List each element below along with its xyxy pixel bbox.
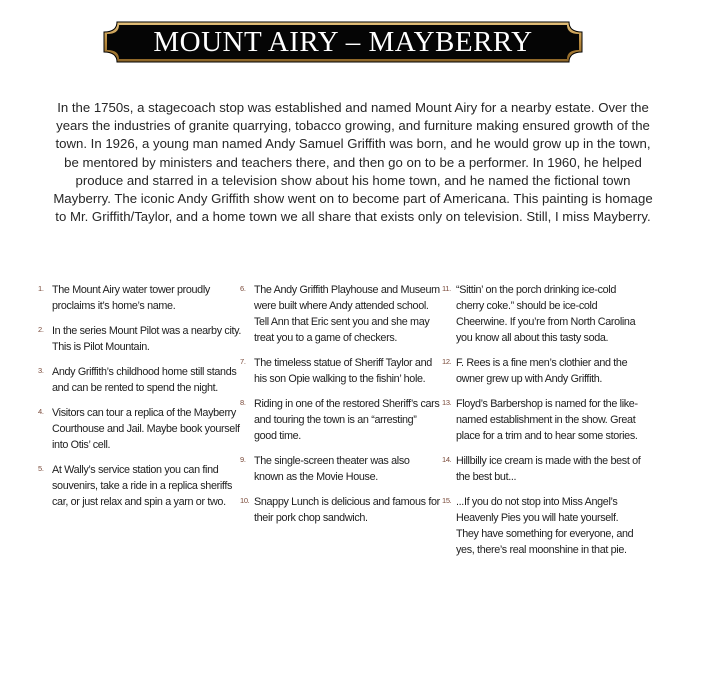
item-number: 6. bbox=[240, 284, 246, 293]
item-text: The timeless statue of Sheriff Taylor and his son Opie walking to the fishin’ hole. bbox=[254, 357, 432, 385]
item-number: 3. bbox=[38, 366, 44, 375]
item-number: 10. bbox=[240, 496, 250, 505]
list-item bbox=[38, 282, 243, 314]
list-item bbox=[240, 355, 440, 387]
item-text: “Sittin’ on the porch drinking ice-cold cherry coke.” should be ice-cold Cheerwine. If you’re from North Carolina you know all about this tasty soda. bbox=[456, 284, 636, 344]
item-text: Snappy Lunch is delicious and famous for their pork chop sandwich. bbox=[254, 496, 440, 524]
list-column-2 bbox=[240, 282, 440, 535]
item-number: 12. bbox=[442, 357, 452, 366]
item-number: 15. bbox=[442, 496, 452, 505]
list-item bbox=[38, 405, 243, 453]
item-text: Hillbilly ice cream is made with the best of the best but... bbox=[456, 455, 641, 483]
item-number: 14. bbox=[442, 455, 452, 464]
item-text: Floyd’s Barbershop is named for the like-named establishment in the show. Great place for a trim and to hear some stories. bbox=[456, 398, 638, 442]
list-item bbox=[38, 364, 243, 396]
item-text: In the series Mount Pilot was a nearby city. This is Pilot Mountain. bbox=[52, 325, 242, 353]
item-number: 11. bbox=[442, 284, 451, 293]
item-text: Andy Griffith’s childhood home still stands and can be rented to spend the night. bbox=[52, 366, 237, 394]
item-text: At Wally’s service station you can find souvenirs, take a ride in a replica sheriffs car, or just relax and spin a yarn or two. bbox=[52, 464, 233, 508]
item-text: The Mount Airy water tower proudly proclaims it’s home’s name. bbox=[52, 284, 210, 312]
item-text: The Andy Griffith Playhouse and Museum were built where Andy attended school. Tell Ann that Eric sent you and she may treat you to a game of checkers. bbox=[254, 284, 440, 344]
list-item bbox=[442, 453, 642, 485]
item-number: 5. bbox=[38, 464, 44, 473]
item-number: 1. bbox=[38, 284, 44, 293]
item-text: Riding in one of the restored Sheriff’s cars and touring the town is an “arresting” good time. bbox=[254, 398, 440, 442]
page-title: MOUNT AIRY – MAYBERRY bbox=[153, 26, 533, 58]
item-number: 13. bbox=[442, 398, 452, 407]
list-column-3 bbox=[442, 282, 642, 567]
item-number: 8. bbox=[240, 398, 246, 407]
item-number: 2. bbox=[38, 325, 44, 334]
item-text: F. Rees is a fine men’s clothier and the owner grew up with Andy Griffith. bbox=[456, 357, 628, 385]
list-item bbox=[442, 282, 642, 346]
item-number: 4. bbox=[38, 407, 44, 416]
item-text: The single-screen theater was also known as the Movie House. bbox=[254, 455, 410, 483]
list-item bbox=[240, 494, 440, 526]
item-number: 7. bbox=[240, 357, 246, 366]
list-item bbox=[38, 323, 243, 355]
item-text: Visitors can tour a replica of the Mayberry Courthouse and Jail. Maybe book yourself into Otis’ cell. bbox=[52, 407, 240, 451]
list-column-1 bbox=[38, 282, 243, 519]
list-item bbox=[442, 396, 642, 444]
item-text: ...If you do not stop into Miss Angel’s Heavenly Pies you will hate yourself. They have something for everyone, and yes, there’s real moonshine in that pie. bbox=[456, 496, 634, 556]
list-item bbox=[240, 453, 440, 485]
list-item bbox=[442, 494, 642, 558]
list-item bbox=[442, 355, 642, 387]
intro-paragraph: In the 1750s, a stagecoach stop was established and named Mount Airy for a nearby estate. Over the years the industries of granite quarrying, tobacco growing, and furniture making ensured growth of the town. In 1926, a young man named Andy Samuel Griffith was born, and he would grow up in the town, be mentored by ministers and teachers there, and then go on to be a performer. In 1960, he helped produce and starred in a television show about his home town, and he named the fictional town Mayberry. The iconic Andy Griffith show went on to become part of Americana. This painting is homage to Mr. Griffith/Taylor, and a home town we all share that exists only on television. Still, I miss Mayberry. bbox=[53, 100, 653, 225]
list-item bbox=[240, 282, 440, 346]
list-item bbox=[240, 396, 440, 444]
title-banner bbox=[103, 21, 583, 63]
item-number: 9. bbox=[240, 455, 246, 464]
list-item bbox=[38, 462, 243, 510]
